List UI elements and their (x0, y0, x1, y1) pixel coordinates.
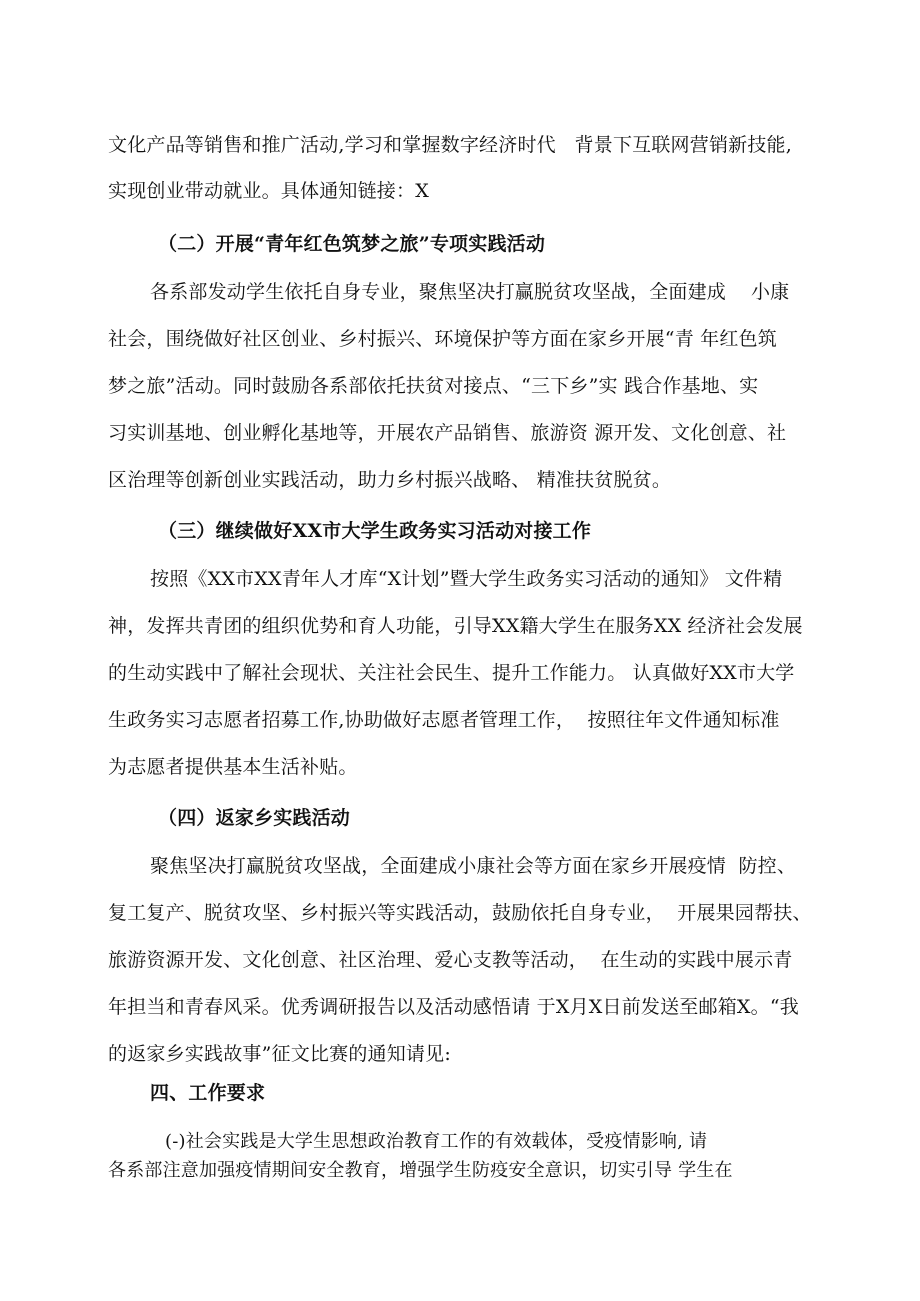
paragraph-line: 复工复产、脱贫攻坚、乡村振兴等实践活动，鼓励依托自身专业， 开展果园帮扶、 (108, 902, 812, 924)
paragraph-line: 为志愿者提供基本生活补贴。 (108, 756, 358, 778)
paragraph-line: 按照《XX市XX青年人才库“X计划”暨大学生政务实习活动的通知》 文件精 (150, 568, 783, 590)
section-heading: （三）继续做好XX市大学生政务实习活动对接工作 (158, 520, 592, 542)
section-heading: （二）开展“青年红色筑梦之旅”专项实践活动 (158, 233, 546, 255)
paragraph-line: 梦之旅”活动。同时鼓励各系部依托扶贫对接点、“三下乡”实 践合作基地、实 (108, 375, 759, 397)
paragraph-line: 的返家乡实践故事”征文比赛的通知请见: (108, 1043, 451, 1065)
paragraph-line: 实现创业带动就业。具体通知链接：X (108, 180, 429, 202)
paragraph-line: 各系部注意加强疫情期间安全教育，增强学生防疫安全意识，切实引导 学生在 (108, 1160, 733, 1181)
paragraph-line: (-)社会实践是大学生思想政治教育工作的有效载体，受疫情影响, 请 (165, 1131, 708, 1152)
paragraph-line: 生政务实习志愿者招募工作,协助做好志愿者管理工作， 按照往年文件通知标准 (108, 709, 780, 731)
paragraph-line: 聚焦坚决打赢脱贫攻坚战，全面建成小康社会等方面在家乡开展疫情 防控、 (150, 855, 797, 877)
paragraph-line: 区治理等创新创业实践活动，助力乡村振兴战略、 精准扶贫脱贫。 (108, 469, 672, 491)
part-heading: 四、工作要求 (150, 1082, 266, 1104)
paragraph-line: 的生动实践中了解社会现状、关注社会民生、提升工作能力。 认真做好XX市大学 (108, 662, 795, 684)
section-heading: （四）返家乡实践活动 (158, 807, 351, 829)
paragraph-line: 社会，围绕做好社区创业、乡村振兴、环境保护等方面在家乡开展“青 年红色筑 (108, 328, 777, 350)
paragraph-line: 各系部发动学生依托自身专业，聚焦坚决打赢脱贫攻坚战，全面建成 小康 (150, 281, 790, 303)
paragraph-line: 旅游资源开发、文化创意、社区治理、爱心支教等活动， 在生动的实践中展示青 (108, 949, 793, 971)
paragraph-line: 神，发挥共青团的组织优势和育人功能，引导XX籍大学生在服务XX 经济社会发展 (108, 615, 803, 637)
paragraph-line: 文化产品等销售和推广活动,学习和掌握数字经济时代 背景下互联网营销新技能, (108, 134, 792, 156)
paragraph-line: 年担当和青春风采。优秀调研报告以及活动感悟请 于X月X日前发送至邮箱X。“我 (108, 996, 799, 1018)
paragraph-line: 习实训基地、创业孵化基地等，开展农产品销售、旅游资 源开发、文化创意、社 (108, 422, 787, 444)
